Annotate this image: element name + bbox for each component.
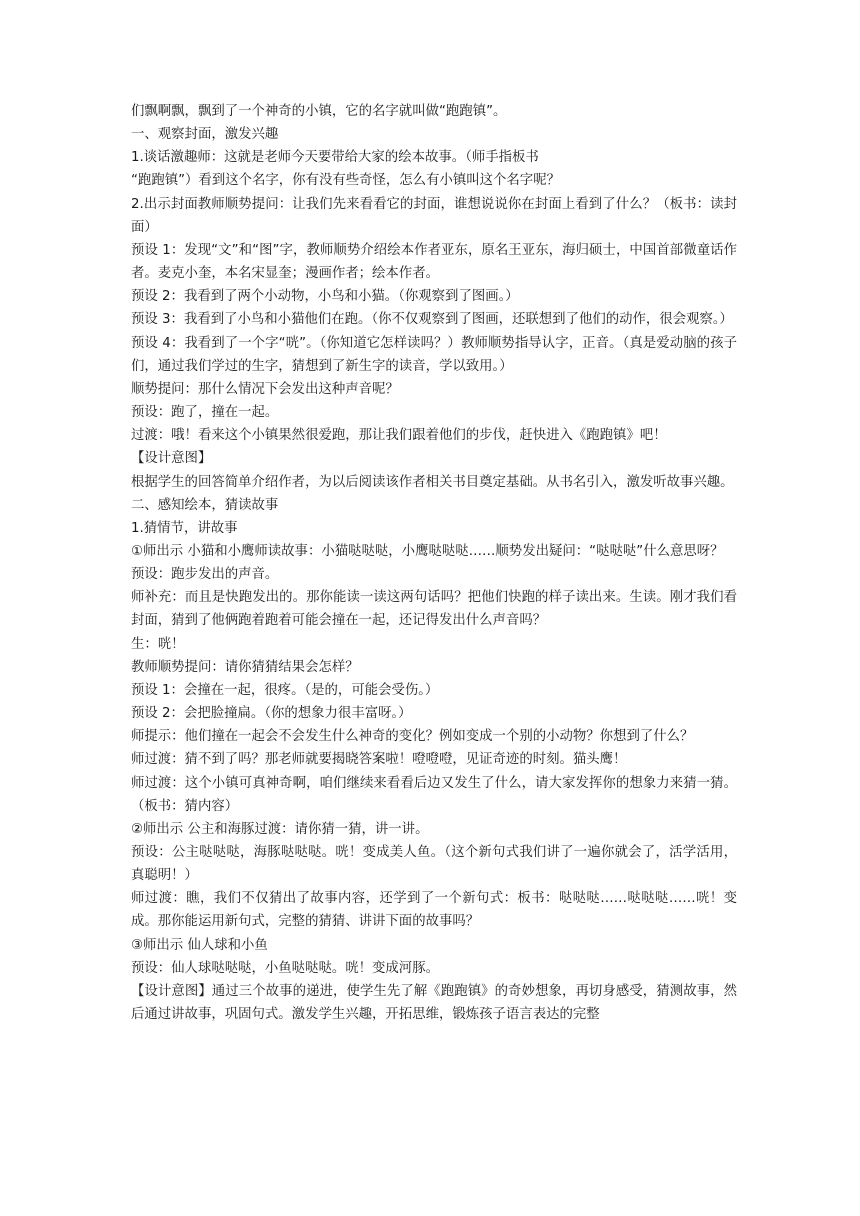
- paragraph: 顺势提问：那什么情况下会发出这种声音呢？: [131, 381, 399, 397]
- paragraph: 预设：公主哒哒哒，海豚哒哒哒。咣！变成美人鱼。（这个新句式我们讲了一遍你就会了，活学活用，真聪明！）: [131, 845, 737, 884]
- paragraph: ③师出示 仙人球和小鱼: [131, 937, 268, 953]
- paragraph: 根据学生的回答简单介绍作者，为以后阅读该作者相关书目奠定基础。从书名引入，激发听故事兴趣。: [131, 474, 734, 490]
- paragraph: 师过渡：猜不到了吗？那老师就要揭晓答案啦！噔噔噔，见证奇迹的时刻。猫头鹰！: [131, 752, 627, 768]
- paragraph: 们飘啊飘，飘到了一个神奇的小镇，它的名字就叫做“跑跑镇”。: [131, 104, 507, 119]
- paragraph: 预设 2：会把脸撞扁。（你的想象力很丰富呀。）: [131, 706, 412, 722]
- paragraph: 师提示：他们撞在一起会不会发生什么神奇的变化？例如变成一个别的小动物？你想到了什么？: [131, 729, 694, 745]
- paragraph: 师过渡：瞧，我们不仅猜出了故事内容，还学到了一个新句式：板书：哒哒哒……哒哒哒……咣！变成。那你能运用新句式，完整的猜猜、讲讲下面的故事吗？: [131, 891, 737, 930]
- paragraph: ①师出示 小猫和小鹰师读故事：小猫哒哒哒，小鹰哒哒哒……顺势发出疑问：“哒哒哒”什么意思呀？: [131, 543, 724, 559]
- paragraph: 预设 2：我看到了两个小动物，小鸟和小猫。（你观察到了图画。）: [131, 289, 519, 305]
- paragraph: 师补充：而且是快跑发出的。那你能读一读这两句话吗？把他们快跑的样子读出来。生读。刚才我们看封面，猜到了他俩跑着跑着可能会撞在一起，还记得发出什么声音吗？: [131, 590, 737, 629]
- paragraph: 预设：跑步发出的声音。: [131, 567, 279, 583]
- paragraph: “跑跑镇”）看到这个名字，你有没有些奇怪，怎么有小镇叫这个名字呢？: [131, 173, 560, 189]
- paragraph: 1.谈话激趣师：这就是老师今天要带给大家的绘本故事。（师手指板书: [131, 150, 539, 166]
- paragraph: 预设 4：我看到了一个字“咣”。（你知道它怎样读吗？）教师顺势指导认字，正音。（真是爱动脑的孩子们，通过我们学过的生字，猜想到了新生字的读音，学以致用。）: [131, 335, 737, 374]
- paragraph: 教师顺势提问：请你猜猜结果会怎样？: [131, 659, 359, 675]
- paragraph: 预设 1：发现“文”和“图”字，教师顺势介绍绘本作者亚东，原名王亚东，海归硕士，中国首部微童话作者。麦克小奎，本名宋显奎；漫画作者；绘本作者。: [131, 242, 737, 282]
- paragraph: ②师出示 公主和海豚过渡：请你猜一猜，讲一讲。: [131, 821, 429, 837]
- paragraph: 1.猜情节，讲故事: [131, 520, 238, 536]
- design-intent-heading: 【设计意图】: [131, 451, 212, 467]
- section-heading: 一、观察封面，激发兴趣: [131, 127, 279, 143]
- paragraph: 预设：仙人球哒哒哒，小鱼哒哒哒。咣！变成河豚。: [131, 960, 439, 976]
- paragraph: 2.出示封面教师顺势提问：让我们先来看看它的封面，谁想说说你在封面上看到了什么？（板书：读封面）: [131, 196, 737, 235]
- paragraph: 生：咣！: [131, 636, 185, 652]
- paragraph: 师过渡：这个小镇可真神奇啊，咱们继续来看看后边又发生了什么，请大家发挥你的想象力来猜一猜。（板书：猜内容）: [131, 775, 737, 814]
- paragraph: 【设计意图】通过三个故事的递进，使学生先了解《跑跑镇》的奇妙想象，再切身感受，猜测故事，然后通过讲故事，巩固句式。激发学生兴趣，开拓思维，锻炼孩子语言表达的完整: [131, 983, 737, 1023]
- paragraph: 预设 3：我看到了小鸟和小猫他们在跑。（你不仅观察到了图画，还联想到了他们的动作，很会观察。）: [131, 312, 733, 328]
- document-body: [131, 100, 737, 1026]
- paragraph: 过渡：哦！看来这个小镇果然很爱跑，那让我们跟着他们的步伐，赶快进入《跑跑镇》吧！: [131, 428, 667, 444]
- section-heading: 二、感知绘本，猜读故事: [131, 497, 279, 513]
- paragraph: 预设 1：会撞在一起，很疼。（是的，可能会受伤。）: [131, 682, 439, 698]
- paragraph: 预设：跑了，撞在一起。: [131, 405, 279, 421]
